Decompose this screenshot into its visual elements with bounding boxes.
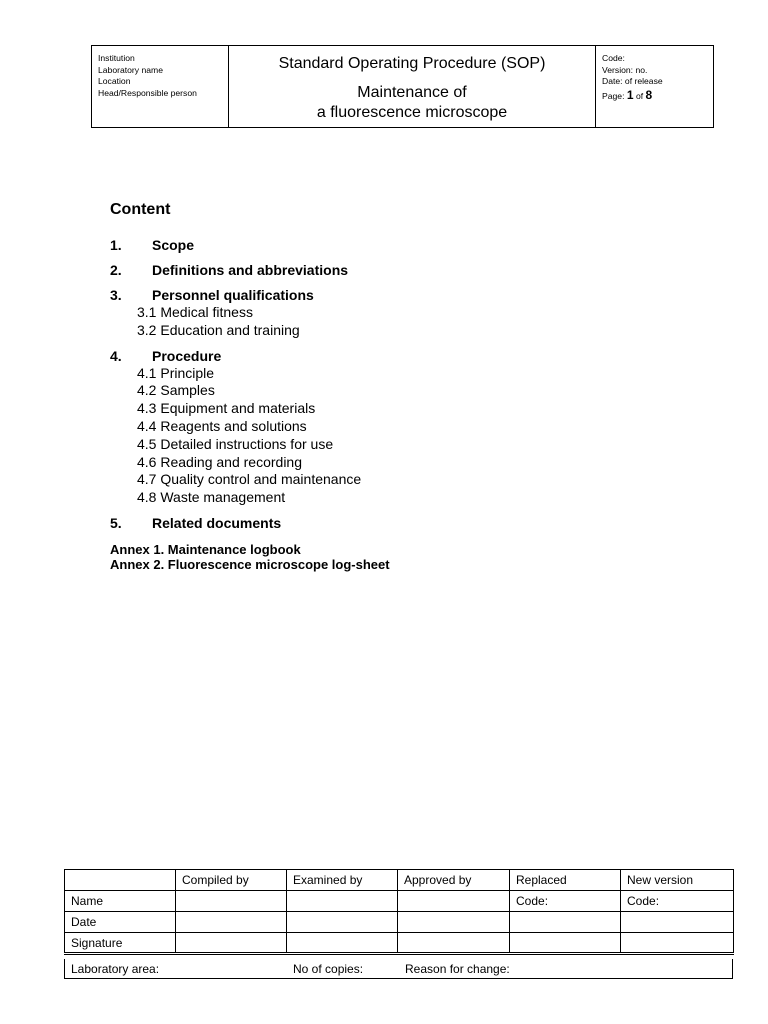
section-number: 5. — [110, 514, 122, 531]
sop-subtitle-line2: a fluorescence microscope — [316, 104, 508, 121]
laboratory-name-label: Laboratory name — [98, 64, 163, 75]
subsection-item: 4.7 Quality control and maintenance — [137, 471, 362, 488]
annex-item: Annex 2. Fluorescence microscope log-sheet — [110, 557, 390, 573]
compiled-by-header: Compiled by — [176, 870, 287, 891]
section-label: Related documents — [152, 514, 282, 531]
subsection-item: 3.2 Education and training — [137, 321, 300, 338]
toc-section-3 — [110, 286, 630, 340]
footer-info-row — [64, 959, 733, 979]
page-label: Page: — [602, 90, 625, 101]
table-row — [65, 912, 734, 933]
table-cell — [510, 933, 621, 954]
laboratory-area-label: Laboratory area: — [71, 962, 160, 976]
subsection-item: 4.4 Reagents and solutions — [137, 417, 307, 434]
code-label: Code: — [602, 53, 625, 63]
subsection-item: 4.2 Samples — [137, 382, 215, 399]
toc-section-1 — [110, 236, 630, 254]
table-cell — [287, 891, 398, 912]
toc-section-2 — [110, 261, 630, 279]
subsection-item: 4.3 Equipment and materials — [137, 400, 316, 417]
approved-by-header: Approved by — [398, 870, 510, 891]
section-label: Definitions and abbreviations — [152, 262, 349, 278]
row-label-signature: Signature — [65, 933, 176, 954]
toc-section-4 — [110, 347, 630, 507]
subsection-item: 3.1 Medical fitness — [137, 304, 253, 320]
new-version-code-cell: Code: — [621, 891, 734, 912]
approval-table — [64, 869, 734, 955]
page-number: 1 — [626, 87, 634, 102]
table-cell — [398, 933, 510, 954]
subsection-item: 4.1 Principle — [137, 364, 215, 381]
table-cell — [65, 870, 176, 891]
section-label: Personnel qualifications — [152, 287, 314, 303]
table-of-contents — [110, 236, 630, 573]
toc-section-5 — [110, 514, 630, 532]
no-of-copies-label: No of copies: — [293, 962, 364, 976]
table-cell — [398, 912, 510, 933]
page-indicator — [602, 87, 713, 103]
row-label-name: Name — [65, 891, 176, 912]
subsection-item: 4.6 Reading and recording — [137, 453, 303, 470]
table-cell — [176, 933, 287, 954]
institution-info — [92, 46, 229, 127]
content-heading: Content — [110, 201, 171, 218]
new-version-header: New version — [621, 870, 734, 891]
table-cell — [621, 912, 734, 933]
document-meta — [596, 46, 713, 127]
sop-title: Standard Operating Procedure (SOP) — [278, 55, 546, 72]
page-of: of — [635, 90, 644, 101]
institution-label: Institution — [98, 53, 135, 63]
table-cell — [287, 912, 398, 933]
subsection-item: 4.5 Detailed instructions for use — [137, 435, 334, 452]
sop-title-cell — [229, 46, 596, 127]
head-responsible-label: Head/Responsible person — [98, 87, 197, 98]
reason-for-change-label: Reason for change: — [405, 962, 510, 976]
replaced-header: Replaced — [510, 870, 621, 891]
section-number: 1. — [110, 237, 122, 253]
annex-item: Annex 1. Maintenance logbook — [110, 541, 301, 557]
document-header — [91, 45, 714, 128]
replaced-code-cell: Code: — [510, 891, 621, 912]
subsection-item: 4.8 Waste management — [137, 489, 286, 506]
section-number: 3. — [110, 287, 122, 303]
table-header-row — [65, 870, 734, 891]
section-label: Procedure — [152, 347, 222, 364]
table-cell — [398, 891, 510, 912]
table-cell — [510, 912, 621, 933]
table-row — [65, 933, 734, 954]
version-label: Version: no. — [602, 64, 648, 75]
table-cell — [176, 891, 287, 912]
location-label: Location — [98, 76, 131, 86]
table-cell — [176, 912, 287, 933]
examined-by-header: Examined by — [287, 870, 398, 891]
section-label: Scope — [152, 237, 195, 253]
table-row — [65, 891, 734, 912]
date-label: Date: of release — [602, 76, 663, 86]
page-total: 8 — [645, 87, 653, 102]
row-label-date: Date — [65, 912, 176, 933]
table-cell — [287, 933, 398, 954]
section-number: 4. — [110, 347, 122, 364]
section-number: 2. — [110, 262, 122, 278]
sop-subtitle-line1: Maintenance of — [357, 84, 467, 101]
table-cell — [621, 933, 734, 954]
